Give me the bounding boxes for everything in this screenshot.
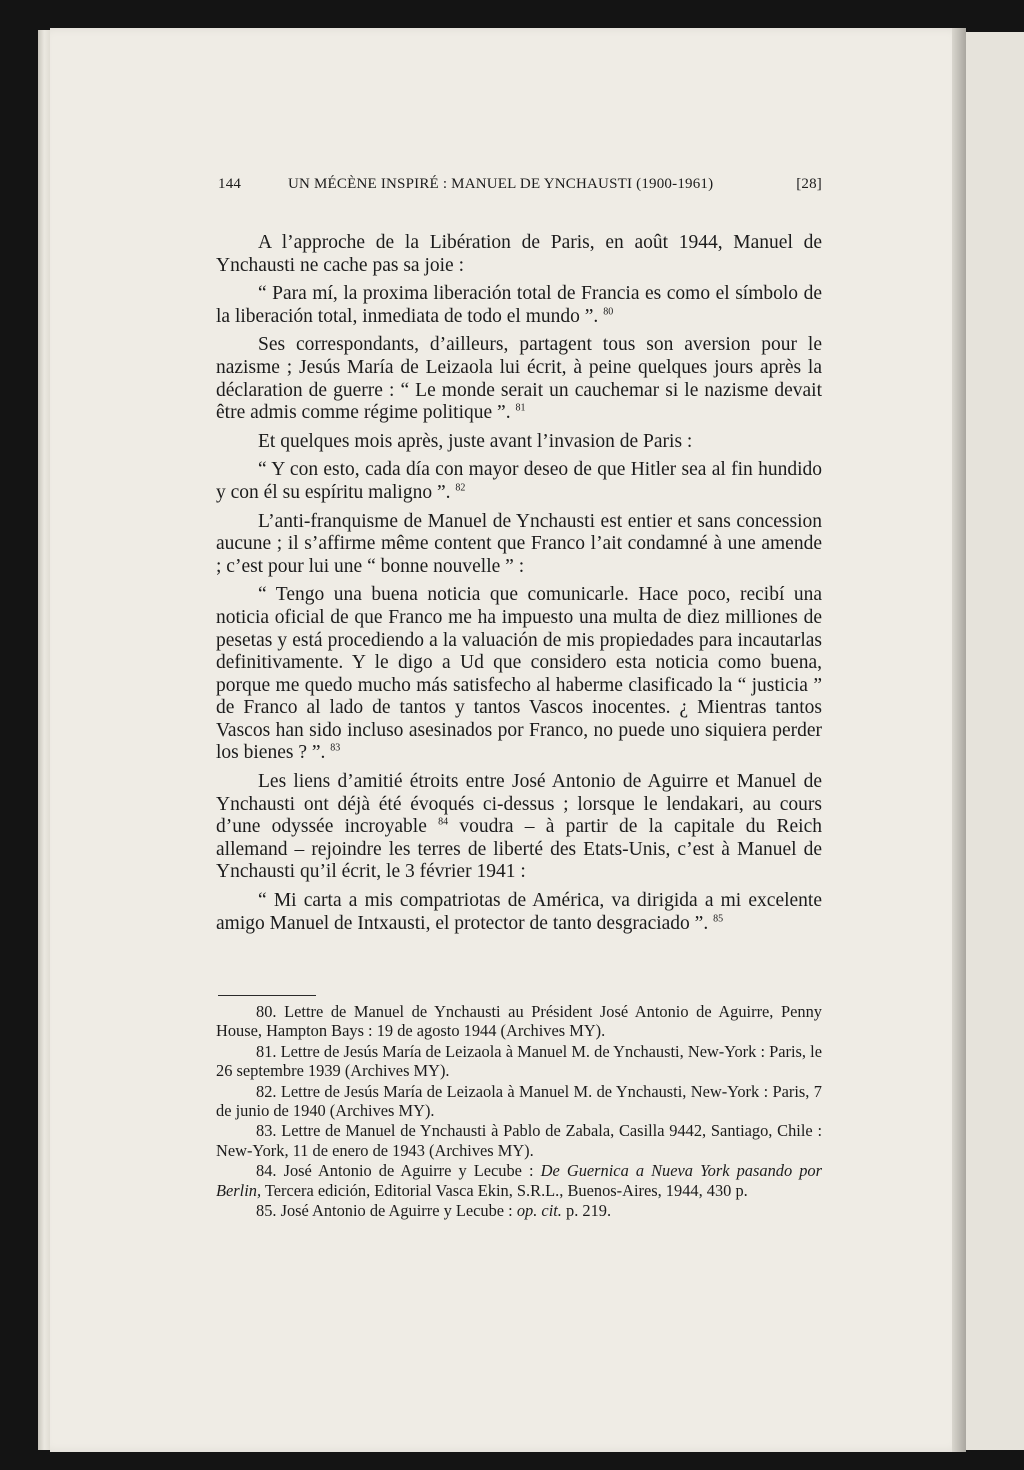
paragraph: Les liens d’amitié étroits entre José Antonio de Aguirre et Manuel de Ynchausti ont déjà été évoqués ci-dessus ; lorsque le lendakari, au cours d’une odyssée incroyable $^{84}$ voudra – à partir de la capitale du Reich allemand – rejoindre les terres de liberté des Etats-Unis, c’est à Manuel de Ynchausti qu’il écrit, le 3 février 1941 : <box>216 771 823 883</box>
note-ref: 80 <box>603 306 614 318</box>
footnote: 81. Lettre de Jesús María de Leizaola à Manuel M. de Ynchausti, New-York : Paris, le 26 septembre 1939 (Archives MY). <box>216 1041 822 1081</box>
footnote: 82. Lettre de Jesús María de Leizaola à Manuel M. de Ynchausti, New-York : Paris, 7 de junio de 1940 (Archives MY). <box>216 1081 822 1121</box>
footnote: 80. Lettre de Manuel de Ynchausti au Président José Antonio de Aguirre, Penny House, Hampton Bays : 19 de agosto 1944 (Archives MY). <box>216 1002 822 1041</box>
paragraph: L’anti-franquisme de Manuel de Ynchausti est entier et sans concession aucune ; il s’affirme même content que Franco l’ait condamné à une amende ; c’est pour lui une “ bonne nouvelle ” : <box>216 510 822 577</box>
paragraph: “ Y con esto, cada día con mayor deseo de que Hitler sea al fin hundido y con él su espíritu maligno ”. $^{82}$ <box>216 459 822 503</box>
body-text <box>216 232 822 941</box>
footnote-rule <box>218 995 316 996</box>
footnotes <box>216 1002 822 1221</box>
footnote: 84. José Antonio de Aguirre y Lecube : De Guernica a Nueva York pasando por Berlin, Tercera edición, Editorial Vasca Ekin, S.R.L., Buenos-Aires, 1944, 430 p. <box>216 1161 822 1200</box>
bracket-page-number: [28] <box>796 176 822 192</box>
facing-page <box>966 32 1024 1450</box>
note-ref: 85 <box>713 913 724 925</box>
page-number: 144 <box>218 176 242 192</box>
paragraph: Ses correspondants, d’ailleurs, partagent tous son aversion pour le nazisme ; Jesús María de Leizaola lui écrit, à peine quelques jours après la déclaration de guerre : “ Le monde serait un cauchemar si le nazisme devait être admis comme régime politique ”. $^{81}$ <box>216 334 822 424</box>
paragraph: Et quelques mois après, juste avant l’invasion de Paris : <box>258 430 693 452</box>
note-ref: 81 <box>515 402 526 414</box>
paragraph: “ Mi carta a mis compatriotas de América, va dirigida a mi excelente amigo Manuel de Intxausti, el protector de tanto desgraciado ”. $^{85}$ <box>216 890 822 934</box>
book-spine <box>952 28 966 1452</box>
paragraph: A l’approche de la Libération de Paris, en août 1944, Manuel de Ynchausti ne cache pas sa joie : <box>216 232 822 276</box>
note-ref: 84 <box>438 816 449 828</box>
note-ref: 82 <box>455 482 466 494</box>
footnote: 83. Lettre de Manuel de Ynchausti à Pablo de Zabala, Casilla 9442, Santiago, Chile : New-York, 11 de enero de 1943 (Archives MY). <box>216 1121 822 1160</box>
running-head <box>218 176 822 200</box>
paragraph: “ Para mí, la proxima liberación total de Francia es como el símbolo de la liberación total, inmediata de todo el mundo ”. $^{80}$ <box>216 283 822 327</box>
footnote: 85. José Antonio de Aguirre y Lecube : op. cit. p. 219. <box>256 1201 612 1221</box>
note-ref: 83 <box>330 742 341 754</box>
running-title: UN MÉCÈNE INSPIRÉ : MANUEL DE YNCHAUSTI (1900-1961) <box>288 176 714 192</box>
paragraph: “ Tengo una buena noticia que comunicarle. Hace poco, recibí una noticia oficial de que Franco me ha impuesto una multa de diez milliones de pesetas y está procediendo a la valuación de mis propiedades para incautarlas definitivamente. Y le digo a Ud que considero esta noticia como buena, porque me quedo mucho más satisfecho al haberme clasificado la “ justicia ” de Franco al lado de tantos y tantos Vascos inocentes. ¿ Mientras tantos Vascos han sido incluso asesinados por Franco, no puede uno siquiera perder los bienes ? ”. $^{83}$ <box>216 584 822 764</box>
